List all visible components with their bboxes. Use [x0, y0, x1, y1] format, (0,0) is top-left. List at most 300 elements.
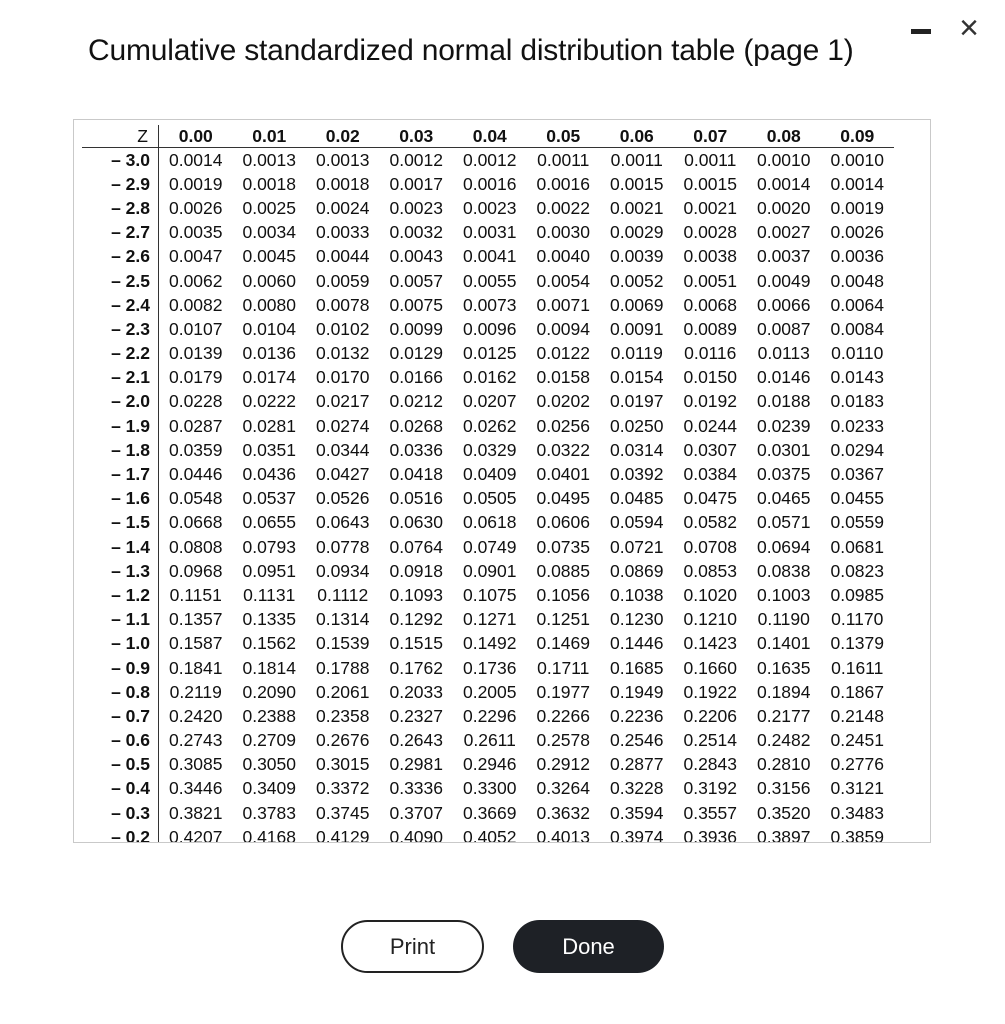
- probability-cell: 0.2033: [389, 681, 444, 702]
- probability-cell: 0.2643: [389, 730, 444, 751]
- probability-cell: 0.0057: [389, 270, 444, 291]
- probability-cell: 0.0901: [462, 560, 517, 581]
- probability-cell: 0.0233: [830, 415, 885, 436]
- probability-cell: 0.0110: [831, 343, 884, 364]
- print-button[interactable]: Print: [341, 920, 484, 973]
- probability-cell: 0.1020: [683, 584, 738, 605]
- probability-cell: 0.1660: [683, 657, 738, 678]
- probability-cell: 0.1401: [756, 633, 811, 654]
- close-icon: ×: [959, 9, 979, 47]
- probability-cell: 0.0516: [389, 488, 444, 509]
- probability-cell: 0.2148: [830, 705, 885, 726]
- probability-cell: 0.0029: [609, 222, 664, 243]
- probability-cell: 0.0351: [242, 439, 297, 460]
- probability-cell: 0.0062: [168, 270, 223, 291]
- probability-cell: 0.0559: [830, 512, 885, 533]
- probability-cell: 0.1093: [389, 584, 444, 605]
- probability-cell: 0.0446: [168, 464, 223, 485]
- probability-cell: 0.0035: [168, 222, 223, 243]
- probability-cell: 0.0016: [462, 173, 517, 194]
- z-value-cell: – 1.3: [82, 559, 159, 583]
- probability-cell: 0.0526: [315, 488, 370, 509]
- z-value-cell: – 0.8: [82, 680, 159, 704]
- probability-cell: 0.0059: [315, 270, 370, 291]
- probability-cell: 0.0026: [830, 222, 885, 243]
- probability-cell: 0.2177: [756, 705, 811, 726]
- probability-cell: 0.0643: [315, 512, 370, 533]
- probability-cell: 0.0918: [389, 560, 444, 581]
- probability-cell: 0.0934: [315, 560, 370, 581]
- probability-cell: 0.3336: [389, 778, 444, 799]
- probability-cell: 0.1190: [757, 609, 810, 630]
- probability-cell: 0.0136: [242, 343, 297, 364]
- probability-cell: 0.0068: [683, 294, 738, 315]
- probability-cell: 0.0104: [242, 318, 297, 339]
- table-row: [82, 196, 894, 220]
- probability-cell: 0.0537: [242, 488, 297, 509]
- probability-cell: 0.0262: [462, 415, 517, 436]
- probability-cell: 0.0015: [683, 173, 738, 194]
- probability-cell: 0.1867: [830, 681, 885, 702]
- probability-cell: 0.2420: [168, 705, 223, 726]
- table-row: [82, 559, 894, 583]
- probability-cell: 0.0384: [683, 464, 738, 485]
- probability-cell: 0.0838: [756, 560, 811, 581]
- probability-cell: 0.3121: [830, 778, 885, 799]
- probability-cell: 0.0028: [683, 222, 738, 243]
- table-row: [82, 777, 894, 801]
- probability-cell: 0.0139: [168, 343, 223, 364]
- probability-cell: 0.0013: [315, 149, 370, 170]
- minimize-icon: [911, 29, 931, 34]
- probability-cell: 0.0778: [315, 536, 370, 557]
- probability-cell: 0.0359: [168, 439, 223, 460]
- probability-cell: 0.1814: [242, 657, 297, 678]
- z-value-cell: – 0.7: [82, 704, 159, 728]
- probability-cell: 0.0301: [756, 439, 811, 460]
- probability-cell: 0.0401: [536, 464, 591, 485]
- probability-cell: 0.0026: [168, 197, 223, 218]
- probability-cell: 0.0244: [683, 415, 738, 436]
- probability-cell: 0.0080: [242, 294, 297, 315]
- probability-cell: 0.0222: [242, 391, 297, 412]
- probability-cell: 0.0011: [610, 149, 663, 170]
- probability-cell: 0.3520: [756, 802, 811, 823]
- probability-cell: 0.0274: [315, 415, 370, 436]
- probability-cell: 0.0307: [683, 439, 738, 460]
- column-header: 0.03: [399, 125, 434, 146]
- probability-cell: 0.3783: [242, 802, 297, 823]
- probability-cell: 0.2358: [315, 705, 370, 726]
- probability-cell: 0.0708: [683, 536, 738, 557]
- column-header: 0.05: [546, 125, 581, 146]
- probability-cell: 0.3594: [609, 802, 664, 823]
- probability-cell: 0.1003: [756, 584, 811, 605]
- probability-cell: 0.0548: [168, 488, 223, 509]
- probability-cell: 0.3446: [168, 778, 223, 799]
- probability-cell: 0.0025: [242, 197, 297, 218]
- probability-cell: 0.0418: [389, 464, 444, 485]
- probability-cell: 0.2451: [830, 730, 885, 751]
- z-value-cell: – 3.0: [82, 148, 159, 173]
- probability-cell: 0.0571: [756, 512, 811, 533]
- probability-cell: 0.2005: [462, 681, 517, 702]
- probability-cell: 0.0869: [609, 560, 664, 581]
- probability-cell: 0.1151: [169, 584, 222, 605]
- table-row: [82, 753, 894, 777]
- probability-cell: 0.0027: [756, 222, 811, 243]
- probability-cell: 0.0055: [462, 270, 517, 291]
- probability-cell: 0.0485: [609, 488, 664, 509]
- probability-cell: 0.0455: [830, 488, 885, 509]
- probability-cell: 0.1335: [242, 609, 297, 630]
- probability-cell: 0.2266: [536, 705, 591, 726]
- table-header-row: [82, 125, 894, 148]
- column-header: 0.01: [252, 125, 287, 146]
- column-header: 0.09: [840, 125, 875, 146]
- probability-cell: 0.0034: [242, 222, 297, 243]
- probability-cell: 0.3936: [683, 826, 738, 843]
- table-row: [82, 245, 894, 269]
- probability-cell: 0.0043: [389, 246, 444, 267]
- probability-cell: 0.3707: [389, 802, 444, 823]
- probability-cell: 0.1292: [389, 609, 444, 630]
- probability-cell: 0.0096: [462, 318, 517, 339]
- table-scroll-area[interactable]: [73, 119, 931, 843]
- probability-cell: 0.1841: [168, 657, 223, 678]
- probability-cell: 0.0119: [610, 343, 663, 364]
- z-value-cell: – 2.6: [82, 245, 159, 269]
- probability-cell: 0.0116: [684, 343, 737, 364]
- probability-cell: 0.1635: [756, 657, 811, 678]
- z-value-cell: – 1.9: [82, 414, 159, 438]
- table-row: [82, 511, 894, 535]
- z-value-cell: – 1.2: [82, 583, 159, 607]
- column-header: 0.02: [325, 125, 360, 146]
- probability-cell: 0.0041: [462, 246, 517, 267]
- probability-cell: 0.2946: [462, 754, 517, 775]
- table-row: [82, 729, 894, 753]
- probability-cell: 0.0030: [536, 222, 591, 243]
- z-value-cell: – 2.7: [82, 221, 159, 245]
- probability-cell: 0.0052: [609, 270, 664, 291]
- probability-cell: 0.0150: [683, 367, 738, 388]
- probability-cell: 0.3085: [168, 754, 223, 775]
- probability-cell: 0.0024: [315, 197, 370, 218]
- table-row: [82, 608, 894, 632]
- probability-cell: 0.3897: [756, 826, 811, 843]
- probability-cell: 0.0314: [609, 439, 664, 460]
- probability-cell: 0.0495: [536, 488, 591, 509]
- probability-cell: 0.0087: [756, 318, 811, 339]
- probability-cell: 0.0039: [609, 246, 664, 267]
- close-button[interactable]: [955, 9, 983, 47]
- probability-cell: 0.0154: [609, 367, 664, 388]
- probability-cell: 0.2611: [463, 730, 516, 751]
- probability-cell: 0.3821: [168, 802, 223, 823]
- probability-cell: 0.0294: [830, 439, 885, 460]
- probability-cell: 0.2743: [168, 730, 223, 751]
- probability-cell: 0.0968: [168, 560, 223, 581]
- probability-cell: 0.2296: [462, 705, 517, 726]
- table-row: [82, 438, 894, 462]
- probability-cell: 0.0071: [536, 294, 591, 315]
- probability-cell: 0.0066: [756, 294, 811, 315]
- probability-cell: 0.0014: [168, 149, 223, 170]
- probability-cell: 0.3557: [683, 802, 738, 823]
- probability-cell: 0.0375: [756, 464, 811, 485]
- probability-cell: 0.0015: [609, 173, 664, 194]
- probability-cell: 0.2981: [389, 754, 444, 775]
- probability-cell: 0.0250: [609, 415, 664, 436]
- probability-cell: 0.3483: [830, 802, 885, 823]
- minimize-button[interactable]: [911, 29, 931, 34]
- probability-cell: 0.2776: [830, 754, 885, 775]
- probability-cell: 0.3264: [536, 778, 591, 799]
- probability-cell: 0.1210: [683, 609, 738, 630]
- probability-cell: 0.3192: [683, 778, 738, 799]
- table-row: [82, 704, 894, 728]
- probability-cell: 0.4013: [536, 826, 591, 843]
- probability-cell: 0.0694: [756, 536, 811, 557]
- probability-cell: 0.0256: [536, 415, 591, 436]
- probability-cell: 0.0207: [462, 391, 517, 412]
- z-value-cell: – 0.3: [82, 801, 159, 825]
- probability-cell: 0.0044: [315, 246, 370, 267]
- probability-cell: 0.0037: [756, 246, 811, 267]
- probability-cell: 0.0594: [609, 512, 664, 533]
- probability-cell: 0.0010: [830, 149, 885, 170]
- probability-cell: 0.2388: [242, 705, 297, 726]
- probability-cell: 0.0089: [683, 318, 738, 339]
- probability-cell: 0.0107: [168, 318, 223, 339]
- probability-cell: 0.0749: [462, 536, 517, 557]
- probability-cell: 0.0329: [462, 439, 517, 460]
- column-header: 0.00: [178, 125, 213, 146]
- probability-cell: 0.4052: [462, 826, 517, 843]
- table-row: [82, 172, 894, 196]
- probability-cell: 0.1515: [389, 633, 444, 654]
- column-header: 0.04: [472, 125, 507, 146]
- probability-cell: 0.0132: [315, 343, 370, 364]
- table-row: [82, 221, 894, 245]
- probability-cell: 0.2676: [315, 730, 370, 751]
- probability-cell: 0.0018: [315, 173, 370, 194]
- probability-cell: 0.0082: [168, 294, 223, 315]
- table-row: [82, 342, 894, 366]
- probability-cell: 0.0016: [536, 173, 591, 194]
- probability-cell: 0.4090: [389, 826, 444, 843]
- normal-distribution-table: [82, 125, 894, 843]
- probability-cell: 0.2546: [609, 730, 664, 751]
- probability-cell: 0.0197: [609, 391, 664, 412]
- probability-cell: 0.0013: [242, 149, 297, 170]
- probability-cell: 0.1736: [462, 657, 517, 678]
- probability-cell: 0.0012: [389, 149, 444, 170]
- probability-cell: 0.0011: [537, 149, 590, 170]
- probability-cell: 0.0033: [315, 222, 370, 243]
- probability-cell: 0.0192: [683, 391, 738, 412]
- probability-cell: 0.0475: [683, 488, 738, 509]
- probability-cell: 0.0885: [536, 560, 591, 581]
- probability-cell: 0.0808: [168, 536, 223, 557]
- probability-cell: 0.1170: [831, 609, 884, 630]
- probability-cell: 0.0036: [830, 246, 885, 267]
- probability-cell: 0.0049: [756, 270, 811, 291]
- z-value-cell: – 1.4: [82, 535, 159, 559]
- z-value-cell: – 0.6: [82, 729, 159, 753]
- probability-cell: 0.0146: [756, 367, 811, 388]
- probability-cell: 0.4207: [168, 826, 223, 843]
- table-body: [82, 148, 894, 844]
- probability-cell: 0.1539: [315, 633, 370, 654]
- probability-cell: 0.0392: [609, 464, 664, 485]
- probability-cell: 0.0010: [756, 149, 811, 170]
- probability-cell: 0.0011: [684, 149, 737, 170]
- probability-cell: 0.0020: [756, 197, 811, 218]
- table-row: [82, 487, 894, 511]
- probability-cell: 0.0268: [389, 415, 444, 436]
- probability-cell: 0.1271: [462, 609, 517, 630]
- table-row: [82, 632, 894, 656]
- probability-cell: 0.1977: [536, 681, 591, 702]
- probability-cell: 0.0606: [536, 512, 591, 533]
- probability-cell: 0.1379: [830, 633, 885, 654]
- table-row: [82, 366, 894, 390]
- table-row: [82, 293, 894, 317]
- probability-cell: 0.3050: [242, 754, 297, 775]
- done-button[interactable]: Done: [513, 920, 664, 973]
- z-value-cell: – 2.5: [82, 269, 159, 293]
- probability-cell: 0.0344: [315, 439, 370, 460]
- probability-cell: 0.2090: [242, 681, 297, 702]
- probability-cell: 0.3409: [242, 778, 297, 799]
- probability-cell: 0.1469: [536, 633, 591, 654]
- probability-cell: 0.0031: [462, 222, 517, 243]
- table-row: [82, 390, 894, 414]
- probability-cell: 0.1894: [756, 681, 811, 702]
- probability-cell: 0.0022: [536, 197, 591, 218]
- probability-cell: 0.3372: [315, 778, 370, 799]
- probability-cell: 0.2236: [609, 705, 664, 726]
- probability-cell: 0.1492: [462, 633, 517, 654]
- probability-cell: 0.0174: [242, 367, 297, 388]
- probability-cell: 0.0618: [462, 512, 517, 533]
- probability-cell: 0.0122: [536, 343, 591, 364]
- probability-cell: 0.0436: [242, 464, 297, 485]
- probability-cell: 0.0051: [683, 270, 738, 291]
- probability-cell: 0.3156: [756, 778, 811, 799]
- probability-cell: 0.1562: [242, 633, 297, 654]
- probability-cell: 0.3300: [462, 778, 517, 799]
- probability-cell: 0.1075: [462, 584, 517, 605]
- probability-cell: 0.0985: [830, 584, 885, 605]
- probability-cell: 0.0040: [536, 246, 591, 267]
- probability-cell: 0.1038: [609, 584, 664, 605]
- probability-cell: 0.1230: [609, 609, 664, 630]
- z-value-cell: – 2.0: [82, 390, 159, 414]
- probability-cell: 0.1711: [537, 657, 590, 678]
- z-value-cell: – 1.6: [82, 487, 159, 511]
- probability-cell: 0.0019: [168, 173, 223, 194]
- probability-cell: 0.1131: [243, 584, 296, 605]
- probability-cell: 0.0668: [168, 512, 223, 533]
- probability-cell: 0.0064: [830, 294, 885, 315]
- table-row: [82, 414, 894, 438]
- probability-cell: 0.1112: [317, 584, 369, 605]
- z-value-cell: – 1.8: [82, 438, 159, 462]
- probability-cell: 0.0582: [683, 512, 738, 533]
- probability-cell: 0.0091: [609, 318, 664, 339]
- probability-cell: 0.0202: [536, 391, 591, 412]
- probability-cell: 0.2578: [536, 730, 591, 751]
- probability-cell: 0.0409: [462, 464, 517, 485]
- probability-cell: 0.0166: [389, 367, 444, 388]
- probability-cell: 0.2206: [683, 705, 738, 726]
- probability-cell: 0.0023: [389, 197, 444, 218]
- probability-cell: 0.3974: [609, 826, 664, 843]
- probability-cell: 0.0367: [830, 464, 885, 485]
- z-value-cell: – 2.3: [82, 317, 159, 341]
- probability-cell: 0.1357: [168, 609, 223, 630]
- probability-cell: 0.0951: [242, 560, 297, 581]
- z-column-header: Z: [82, 125, 159, 148]
- probability-cell: 0.0019: [830, 197, 885, 218]
- probability-cell: 0.0158: [536, 367, 591, 388]
- probability-cell: 0.0113: [757, 343, 810, 364]
- probability-cell: 0.0793: [242, 536, 297, 557]
- probability-cell: 0.0681: [830, 536, 885, 557]
- probability-cell: 0.3015: [315, 754, 370, 775]
- probability-cell: 0.0287: [168, 415, 223, 436]
- probability-cell: 0.0075: [389, 294, 444, 315]
- table-row: [82, 269, 894, 293]
- table-row: [82, 317, 894, 341]
- probability-cell: 0.2514: [683, 730, 738, 751]
- probability-cell: 0.0021: [609, 197, 664, 218]
- probability-cell: 0.0014: [830, 173, 885, 194]
- probability-cell: 0.0099: [389, 318, 444, 339]
- probability-cell: 0.0060: [242, 270, 297, 291]
- z-value-cell: – 0.9: [82, 656, 159, 680]
- probability-cell: 0.2912: [536, 754, 591, 775]
- probability-cell: 0.2810: [756, 754, 811, 775]
- probability-cell: 0.0162: [462, 367, 517, 388]
- probability-cell: 0.0505: [462, 488, 517, 509]
- z-value-cell: – 2.4: [82, 293, 159, 317]
- probability-cell: 0.0179: [168, 367, 223, 388]
- probability-cell: 0.1446: [609, 633, 664, 654]
- probability-cell: 0.2119: [169, 681, 222, 702]
- probability-cell: 0.1423: [683, 633, 738, 654]
- probability-cell: 0.0170: [315, 367, 370, 388]
- column-header: 0.06: [619, 125, 654, 146]
- z-value-cell: – 1.5: [82, 511, 159, 535]
- probability-cell: 0.0721: [609, 536, 664, 557]
- probability-cell: 0.1251: [536, 609, 591, 630]
- z-value-cell: – 0.4: [82, 777, 159, 801]
- table-row: [82, 535, 894, 559]
- probability-cell: 0.0038: [683, 246, 738, 267]
- probability-cell: 0.0143: [830, 367, 885, 388]
- probability-cell: 0.0018: [242, 173, 297, 194]
- probability-cell: 0.0054: [536, 270, 591, 291]
- z-value-cell: – 0.5: [82, 753, 159, 777]
- probability-cell: 0.2327: [389, 705, 444, 726]
- dialog-title: Cumulative standardized normal distribution table (page 1): [88, 34, 854, 67]
- probability-cell: 0.1587: [168, 633, 223, 654]
- probability-cell: 0.0073: [462, 294, 517, 315]
